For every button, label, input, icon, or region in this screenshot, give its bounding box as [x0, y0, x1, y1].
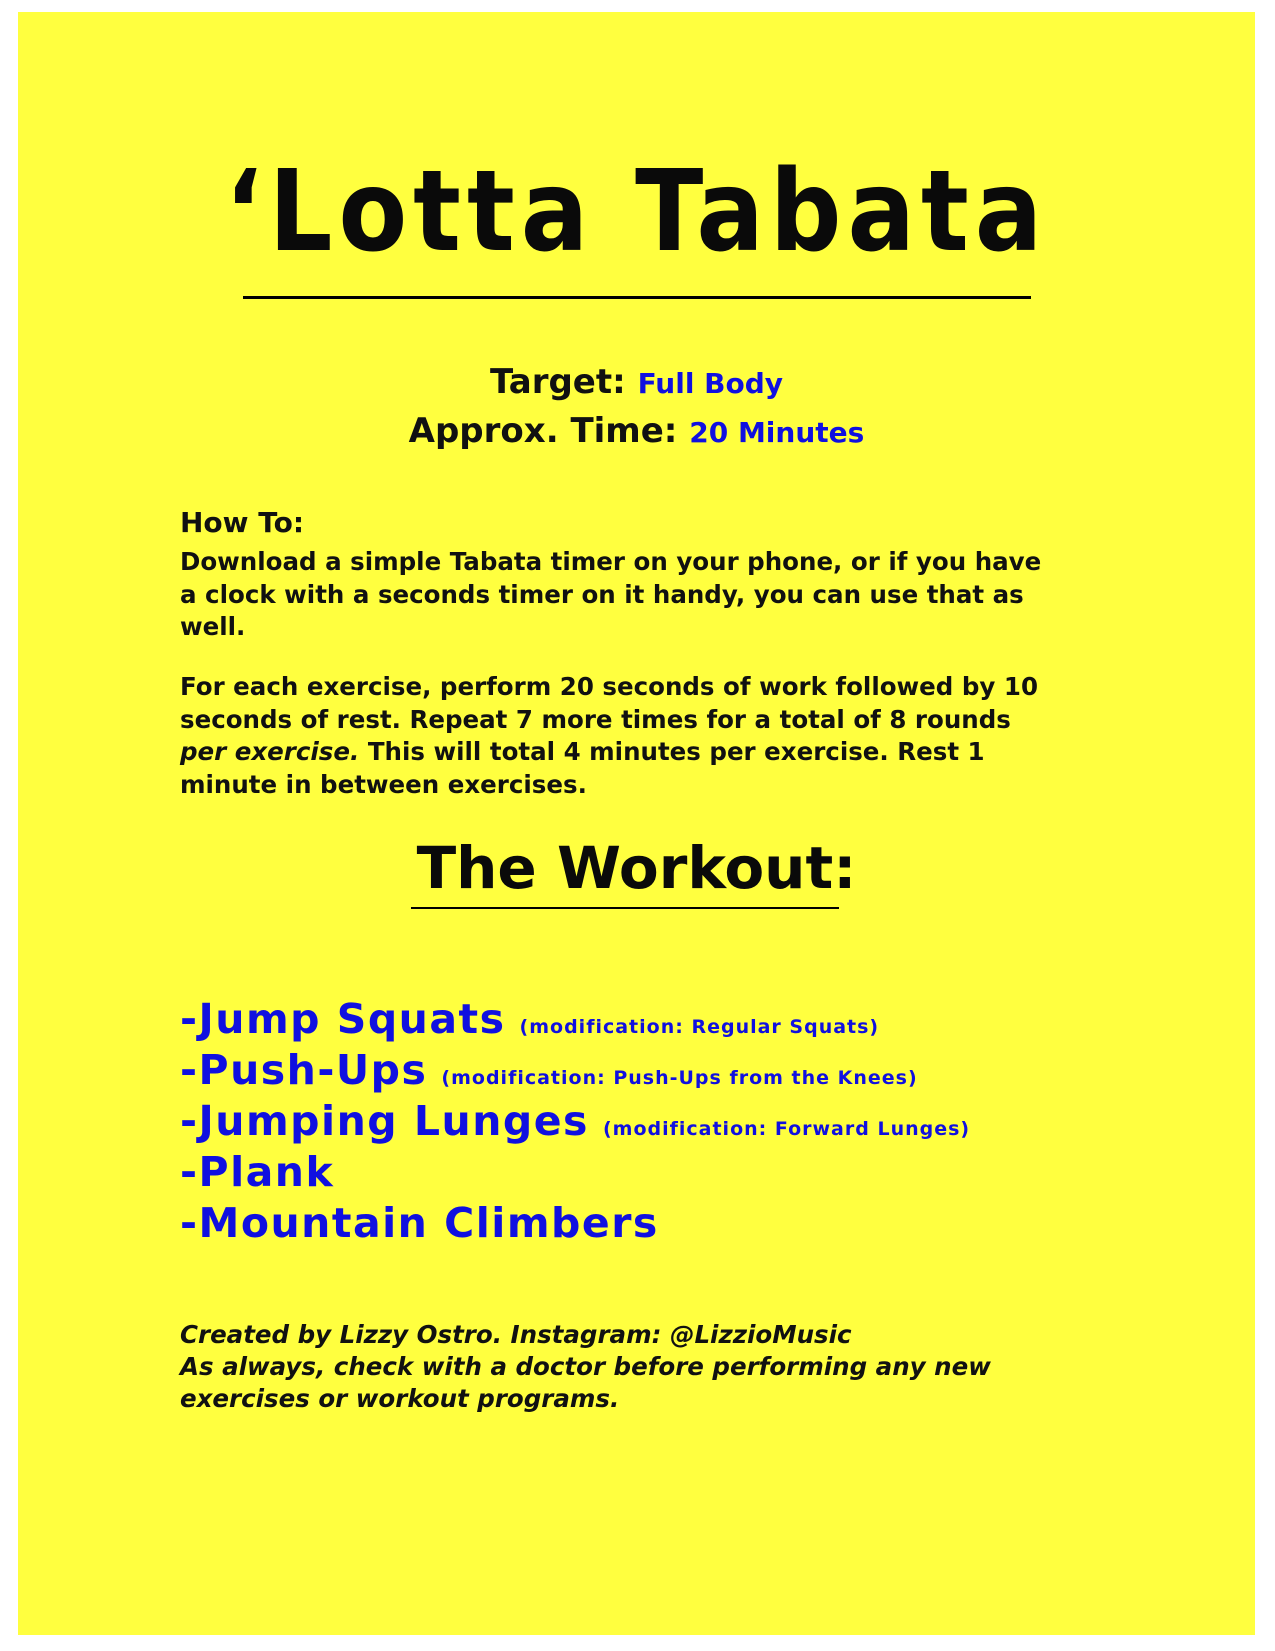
time-line: [18, 409, 1255, 455]
list-item: [180, 1148, 970, 1199]
exercise-name: -Jump Squats: [180, 995, 506, 1043]
exercise-modification: (modification: Forward Lunges): [602, 1118, 971, 1140]
howto-paragraph-2-emphasis: per exercise.: [180, 737, 360, 766]
howto-heading: How To:: [180, 506, 305, 539]
list-item: [180, 1199, 970, 1250]
flyer-page: [18, 12, 1255, 1635]
workout-heading: The Workout:: [416, 834, 857, 902]
target-line: [18, 360, 1255, 406]
target-value: Full Body: [637, 367, 784, 400]
howto-paragraph-1: Download a simple Tabata timer on your phone, or if you have a clock with a seconds timer on it handy, you can use that as well.: [180, 547, 1042, 641]
exercise-modification: (modification: Regular Squats): [519, 1016, 880, 1038]
list-item: [180, 995, 970, 1046]
time-value: 20 Minutes: [689, 416, 865, 449]
exercise-name: -Plank: [180, 1148, 335, 1196]
workout-underline: [411, 907, 839, 909]
credits-block: [180, 1319, 1080, 1415]
credits-line-2: As always, check with a doctor before performing any new: [180, 1352, 991, 1381]
exercise-list: [180, 995, 970, 1250]
howto-paragraph-2-text-b: This will total 4 minutes per exercise. Rest 1 minute in between exercises.: [180, 737, 985, 799]
howto-paragraph-2: [180, 671, 1060, 801]
list-item: [180, 1046, 970, 1097]
exercise-name: -Jumping Lunges: [180, 1097, 589, 1145]
target-label: Target:: [489, 362, 626, 402]
credits-line-1: Created by Lizzy Ostro. Instagram: @LizzioMusic: [180, 1320, 852, 1349]
credits-line-3: exercises or workout programs.: [180, 1384, 620, 1413]
list-item: [180, 1097, 970, 1148]
exercise-modification: (modification: Push-Ups from the Knees): [441, 1067, 918, 1089]
time-label: Approx. Time:: [408, 411, 678, 451]
exercise-name: -Mountain Climbers: [180, 1199, 659, 1247]
exercise-name: -Push-Ups: [180, 1046, 428, 1094]
title-underline: [243, 296, 1031, 299]
howto-paragraph-2-text-a: For each exercise, perform 20 seconds of work followed by 10 seconds of rest. Repeat 7 more times for a total of 8 rounds: [180, 672, 1039, 734]
page-title: ‘Lotta Tabata: [224, 145, 1049, 277]
